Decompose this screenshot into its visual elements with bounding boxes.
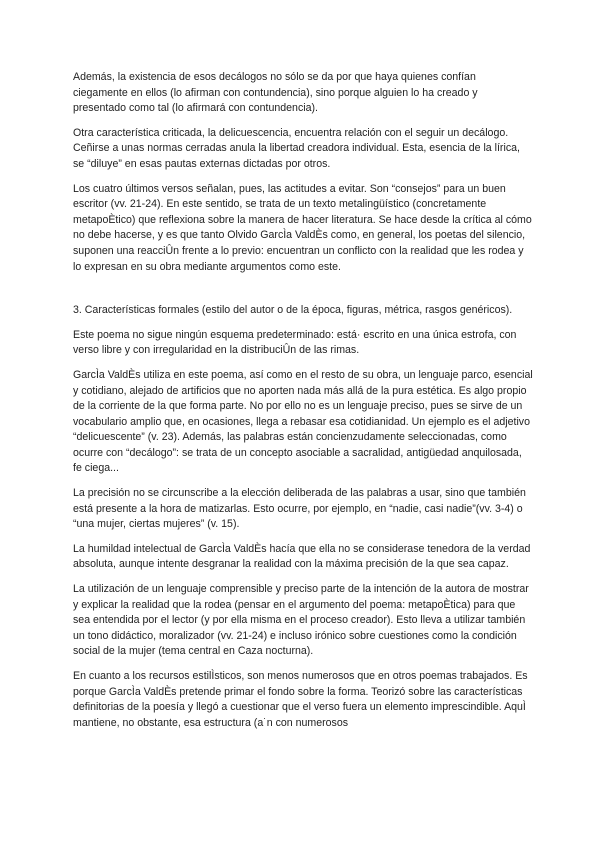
paragraph-lenguaje-comprensible: La utilización de un lenguaje comprensible y preciso parte de la intención de la autora de mostrar y explicar la realidad que la rodea (pensar en el argumento del poema: metapoÈtica) para que sea entendida por el lector (y por ella misma en el proceso creador). Esto lleva a utilizar también un tono didáctico, moralizador (vv. 21-24) e incluso irónico sobre cuestiones como la condición social de la mujer (tema central en Caza nocturna). — [73, 583, 529, 658]
document-body — [73, 70, 533, 740]
paragraph-decalogos: Además, la existencia de esos decálogos no sólo se da por que haya quienes confían ciegamente en ellos (lo afirman con contundencia), sino porque alguien lo ha creado y presentado como tal (lo afirmará con contundencia). — [73, 71, 478, 115]
paragraph-lenguaje: GarcÌa ValdÈs utiliza en este poema, así como en el resto de su obra, un lenguaje parco, esencial y cotidiano, alejado de artificios que no aporten nada más allá de la pura estética. Es algo propio de la corriente de la que forma parte. No por ello no es un lenguaje preciso, pues se sirve de un vocabulario amplio que, en ocasiones, llega a rebasar esa cotidianidad. Un ejemplo es el adjetivo “delicuescente” (v. 23). Además, las palabras están concienzudamente seleccionadas, como ocurre con “decálogo”: se trata de un concepto asociable a sacralidad, antigüedad anquilosada, fe ciega... — [73, 368, 533, 475]
paragraph-esquema: Este poema no sigue ningún esquema predeterminado: está· escrito en una única estrofa, con verso libre y con irregularidad en la distribuciÛn de las rimas. — [73, 328, 517, 357]
paragraph-ultimos-versos: Los cuatro últimos versos señalan, pues, las actitudes a evitar. Son “consejos” para un buen escritor (vv. 21-24). En este sentido, se trata de un texto metalingüístico (concretamente metapoÈtico) que reflexiona sobre la manera de hacer literatura. Se hace desde la crítica al cómo no debe hacerse, y es que tanto Olvido GarcÌa ValdÈs como, en general, los poetas del silencio, suponen una reacciÛn frente a lo previo: encuentran un conflicto con la realidad que les rodea y lo expresan en su obra mediante argumentos como este. — [73, 182, 532, 273]
section-heading-caracteristicas-formales: 3. Características formales (estilo del autor o de la época, figuras, métrica, rasgos genéricos). — [73, 304, 513, 317]
paragraph-recursos-estilisticos: En cuanto a los recursos estilÌsticos, son menos numerosos que en otros poemas trabajados. Es porque GarcÌa ValdÈs pretende primar el fondo sobre la forma. Teorizó sobre las características definitorias de la poesía y llegó a cuestionar que el verso fuera un elemento imprescindible. AquÌ mantiene, no obstante, esa estructura (a˙n con numerosos — [73, 670, 528, 729]
paragraph-precision: La precisión no se circunscribe a la elección deliberada de las palabras a usar, sino que también está presente a la hora de matizarlas. Esto ocurre, por ejemplo, en “nadie, casi nadie”(vv. 3-4) o “una mujer, ciertas mujeres” (v. 15). — [73, 487, 526, 531]
paragraph-delicuescencia: Otra característica criticada, la delicuescencia, encuentra relación con el seguir un decálogo. Ceñirse a unas normas cerradas anula la libertad creadora individual. Esta, esencia de la lírica, se “diluye” en esas pautas externas dictadas por otros. — [73, 126, 520, 170]
paragraph-humildad: La humildad intelectual de GarcÌa ValdÈs hacía que ella no se considerase tenedora de la verdad absoluta, aunque intente desgranar la realidad con la máxima precisión de la que sea capaz. — [73, 542, 531, 571]
